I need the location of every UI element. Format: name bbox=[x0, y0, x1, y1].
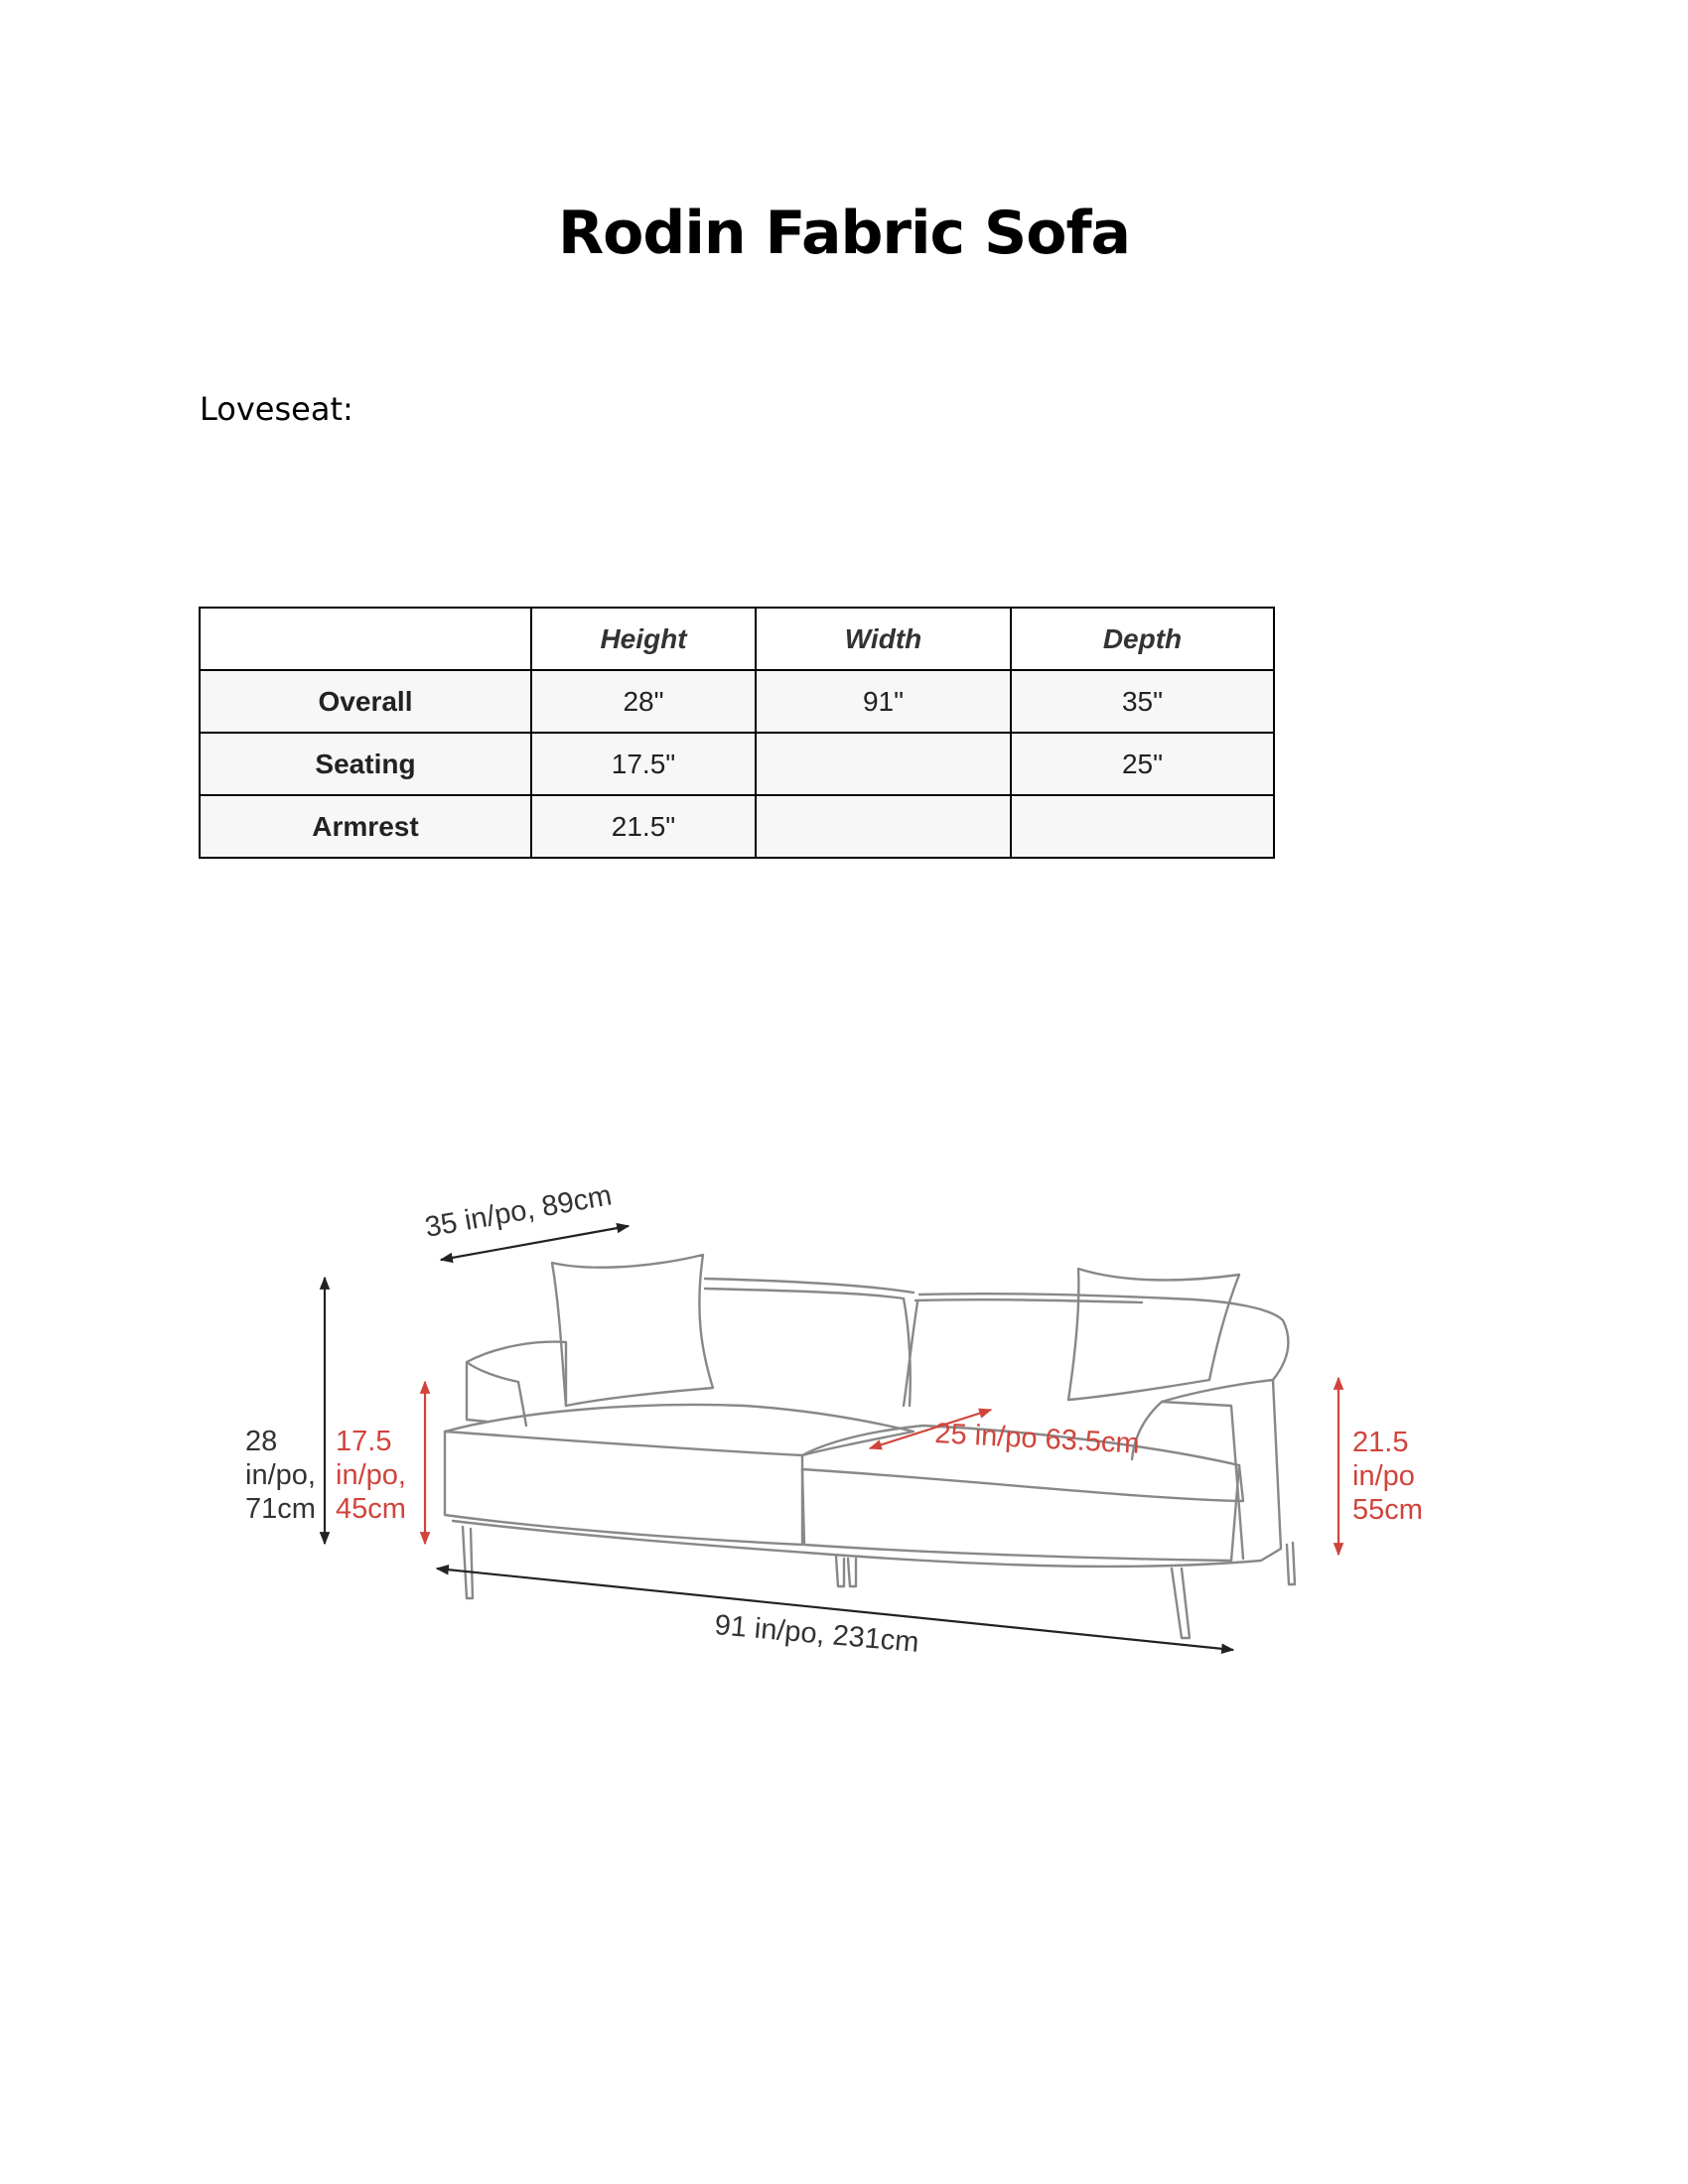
cell-width bbox=[756, 733, 1011, 795]
cell-width: 91" bbox=[756, 670, 1011, 733]
header-empty-cell bbox=[200, 608, 531, 670]
table-row bbox=[200, 733, 1274, 795]
cell-depth: 25" bbox=[1011, 733, 1274, 795]
header-depth: Depth bbox=[1011, 608, 1274, 670]
depth-label: 35 in/po, 89cm bbox=[422, 1179, 615, 1244]
cell-height: 28" bbox=[531, 670, 756, 733]
sofa-illustration bbox=[228, 1171, 1479, 1688]
section-label: Loveseat: bbox=[200, 390, 353, 428]
header-height: Height bbox=[531, 608, 756, 670]
dimensions-table bbox=[199, 607, 1275, 859]
cell-height: 17.5" bbox=[531, 733, 756, 795]
header-width: Width bbox=[756, 608, 1011, 670]
seat-height-value: 17.5 bbox=[336, 1426, 392, 1457]
table-row bbox=[200, 670, 1274, 733]
cell-depth: 35" bbox=[1011, 670, 1274, 733]
armrest-height-unit: in/po bbox=[1352, 1460, 1415, 1492]
overall-height-unit: in/po, bbox=[245, 1459, 316, 1491]
seat-depth-label: 25 in/po 63.5cm bbox=[933, 1418, 1141, 1460]
overall-height-cm: 71cm bbox=[245, 1493, 316, 1525]
width-label: 91 in/po, 231cm bbox=[713, 1609, 920, 1659]
cell-width bbox=[756, 795, 1011, 858]
row-label: Seating bbox=[200, 733, 531, 795]
row-label: Armrest bbox=[200, 795, 531, 858]
overall-height-value: 28 bbox=[245, 1426, 278, 1457]
seat-height-unit: in/po, bbox=[336, 1459, 406, 1491]
cell-depth bbox=[1011, 795, 1274, 858]
table-row bbox=[200, 795, 1274, 858]
table-header-row bbox=[200, 608, 1274, 670]
page-title: Rodin Fabric Sofa bbox=[557, 199, 1131, 268]
seat-height-cm: 45cm bbox=[336, 1493, 406, 1525]
row-label: Overall bbox=[200, 670, 531, 733]
armrest-height-value: 21.5 bbox=[1352, 1427, 1409, 1458]
cell-height: 21.5" bbox=[531, 795, 756, 858]
sofa-outline bbox=[445, 1255, 1295, 1638]
sofa-dimension-drawing bbox=[228, 1171, 1479, 1688]
armrest-height-cm: 55cm bbox=[1352, 1494, 1423, 1526]
